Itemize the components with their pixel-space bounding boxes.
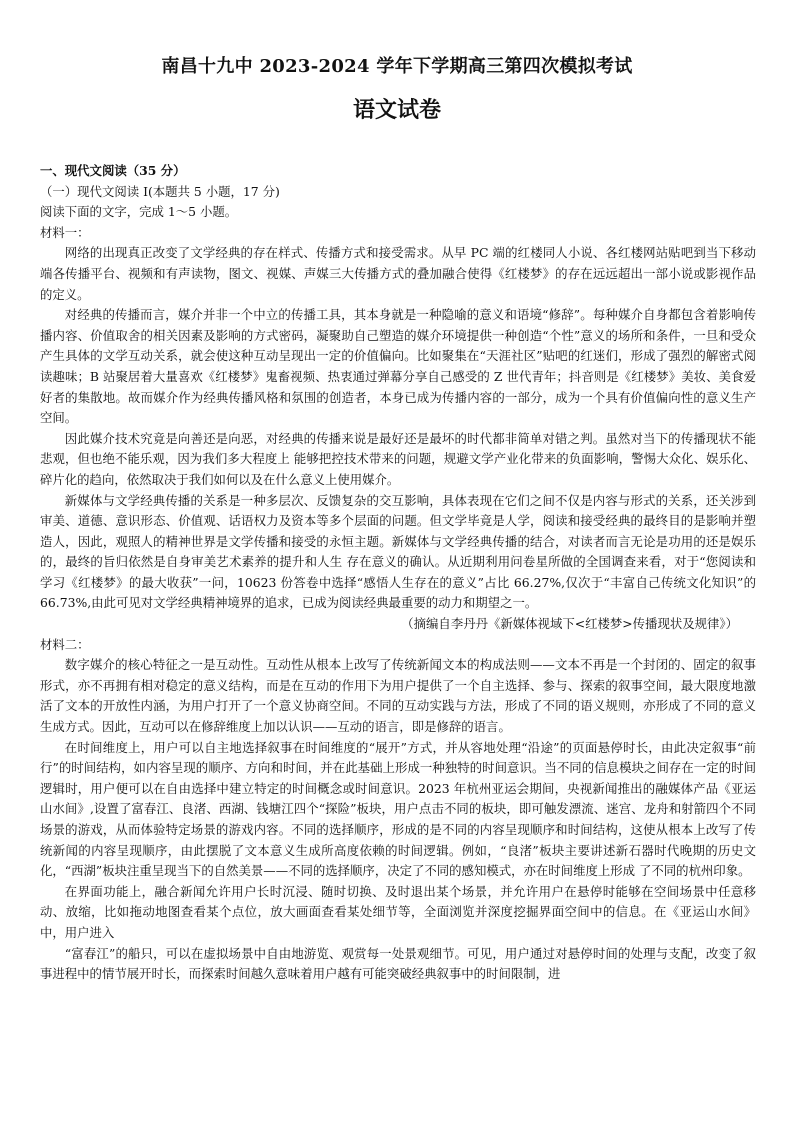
paragraph: 在界面功能上，融合新闻允许用户长时沉浸、随时切换、及时退出某个场景，并允许用户在悬停时能够在空间场景中任意移动、放缩，比如拖动地图查看某个点位，放大画面查看某处细节等，全面浏览并深度挖掘界面空间中的信息。在《亚运山水间》中，用户进入 (40, 883, 756, 940)
exam-title: 南昌十九中 2023-2024 学年下学期高三第四次模拟考试 (161, 56, 633, 77)
paragraph: “富春江”的船只，可以在虚拟场景中自由地游览、观赏每一处景观细节。可见，用户通过对悬停时间的处理与支配，改变了叙事进程中的情节展开时长，而探索时间越久意味着用户越有可能突破经典叙事中的时间限制，进 (40, 945, 756, 982)
material-label: 材料一： (40, 224, 90, 240)
paragraph: 网络的出现真正改变了文学经典的存在样式、传播方式和接受需求。从早 PC 端的红楼同人小说、各红楼网站贴吧到当下移动端各传播平台、视频和有声读物，图文、视媒、声媒三大传播方式的叠加融合使得《红楼梦》的存在远远超出一部小说或影视作品的定义。 (40, 245, 756, 302)
paragraph: 数字媒介的核心特征之一是互动性。互动性从根本上改写了传统新闻文本的构成法则——文本不再是一个封闭的、固定的叙事形式，亦不再拥有相对稳定的意义结构，而是在互动的作用下为用户提供了一个自主选择、参与、探索的叙事空间，最大限度地激活了文本的开放性内涵，为用户打开了一个意义协商空间。不同的互动实践与方法，形成了不同的语义规则，亦形成了不同的意义生成方式。因此，互动可以在修辞维度上加以认识——互动的语言，即是修辞的语言。 (40, 657, 756, 735)
section-heading: 一、现代文阅读（35 分） (40, 163, 186, 178)
instruction: 阅读下面的文字，完成 1～5 小题。 (40, 204, 238, 220)
source-citation: （摘编自李丹丹《新媒体视域下<红楼梦>传播现状及规律》） (401, 616, 738, 632)
paragraph: 新媒体与文学经典传播的关系是一种多层次、反馈复杂的交互影响，具体表现在它们之间不仅是内容与形式的关系，还关涉到审美、道德、意识形态、价值观、话语权力及资本等多个层面的问题。但文学毕竟是人学，阅读和接受经典的最终目的是影响并塑造人，因此，观照人的精神世界是文学传播和接受的永恒主题。新媒体与文学经典传播的结合，对读者而言无论是功用的还是娱乐的，最终的旨归依然是自身审美艺术素养的提升和人生 存在意义的确认。从近期利用问卷星所做的全国调查来看，对于“您阅读和学习《红楼梦》的最大收获”一问，10623 份答卷中选择“感悟人生存在的意义”占比 66.27%,仅次于“丰富自己传统文化知识”的 66.73%,由此可见对文学经典精神境界的追求，已成为阅读经典最重要的动力和期望之一。 (40, 492, 756, 611)
sub-heading: （一）现代文阅读 I(本题共 5 小题，17 分) (40, 183, 280, 199)
paragraph: 因此媒介技术究竟是向善还是向恶，对经典的传播来说是最好还是最坏的时代都非简单对错之判。虽然对当下的传播现状不能悲观，但也绝不能乐观，因为我们多大程度上 能够把控技术带来的问题，规避文学产业化带来的负面影响，警惕大众化、娱乐化、碎片化的趋向，依然取决于我们如何以及在什么意义上使用媒介。 (40, 430, 756, 487)
paragraph: 在时间维度上，用户可以自主地选择叙事在时间维度的“展开”方式，并从容地处理“沿途”的页面悬停时长，由此决定叙事“前行”的时间结构，如内容呈现的顺序、方向和时间，并在此基础上形成一种独特的时间意识。当不同的信息模块之间存在一定的时间逻辑时，用户便可以在自由选择中建立特定的时间概念或时间意识。2023 年杭州亚运会期间，央视新闻推出的融媒体产品《亚运山水间》,设置了富春江、良渚、西湖、钱塘江四个“探险”板块，用户点击不同的板块，即可触发漂流、迷宫、龙舟和射箭四个不同场景的游戏，从而体验特定场景的游戏内容。不同的选择顺序，形成的是不同的内容呈现顺序和时间结构，这使从根本上改写了传统新闻的内容呈现顺序，由此摆脱了文本意义生成所高度依赖的时间逻辑。例如，“良渚”板块主要讲述新石器时代晚期的历史文化，“西湖”板块注重呈现当下的自然美景——不同的选择顺序，决定了不同的感知模式，亦在时间维度上形成 了不同的杭州印象。 (40, 739, 756, 879)
subject-title: 语文试卷 (352, 97, 441, 123)
material-label: 材料二： (40, 636, 90, 652)
exam-body (40, 161, 756, 985)
paragraph: 对经典的传播而言，媒介并非一个中立的传播工具，其本身就是一种隐喻的意义和语境“修辞”。每种媒介自身都包含着影响传播内容、价值取舍的相关因素及影响的方式密码，凝聚助自己塑造的媒介环境提供一种创造“个性”意义的场所和条件，一旦和受众产生具体的文学互动关系，就会使这种互动呈现出一定的价值偏向。比如聚集在“天涯社区”贴吧的红迷们，形成了强烈的解密式阅读趣味；B 站聚居着大量喜欢《红楼梦》鬼畜视频、热衷通过弹幕分享自己感受的 Z 世代青年；抖音则是《红楼梦》美妆、美食爱好者的集散地。故而媒介作为经典传播风格和氛围的创造者，本身已成为传播内容的一部分，成为一个具有价值偏向性的意义生产空间。 (40, 307, 756, 426)
